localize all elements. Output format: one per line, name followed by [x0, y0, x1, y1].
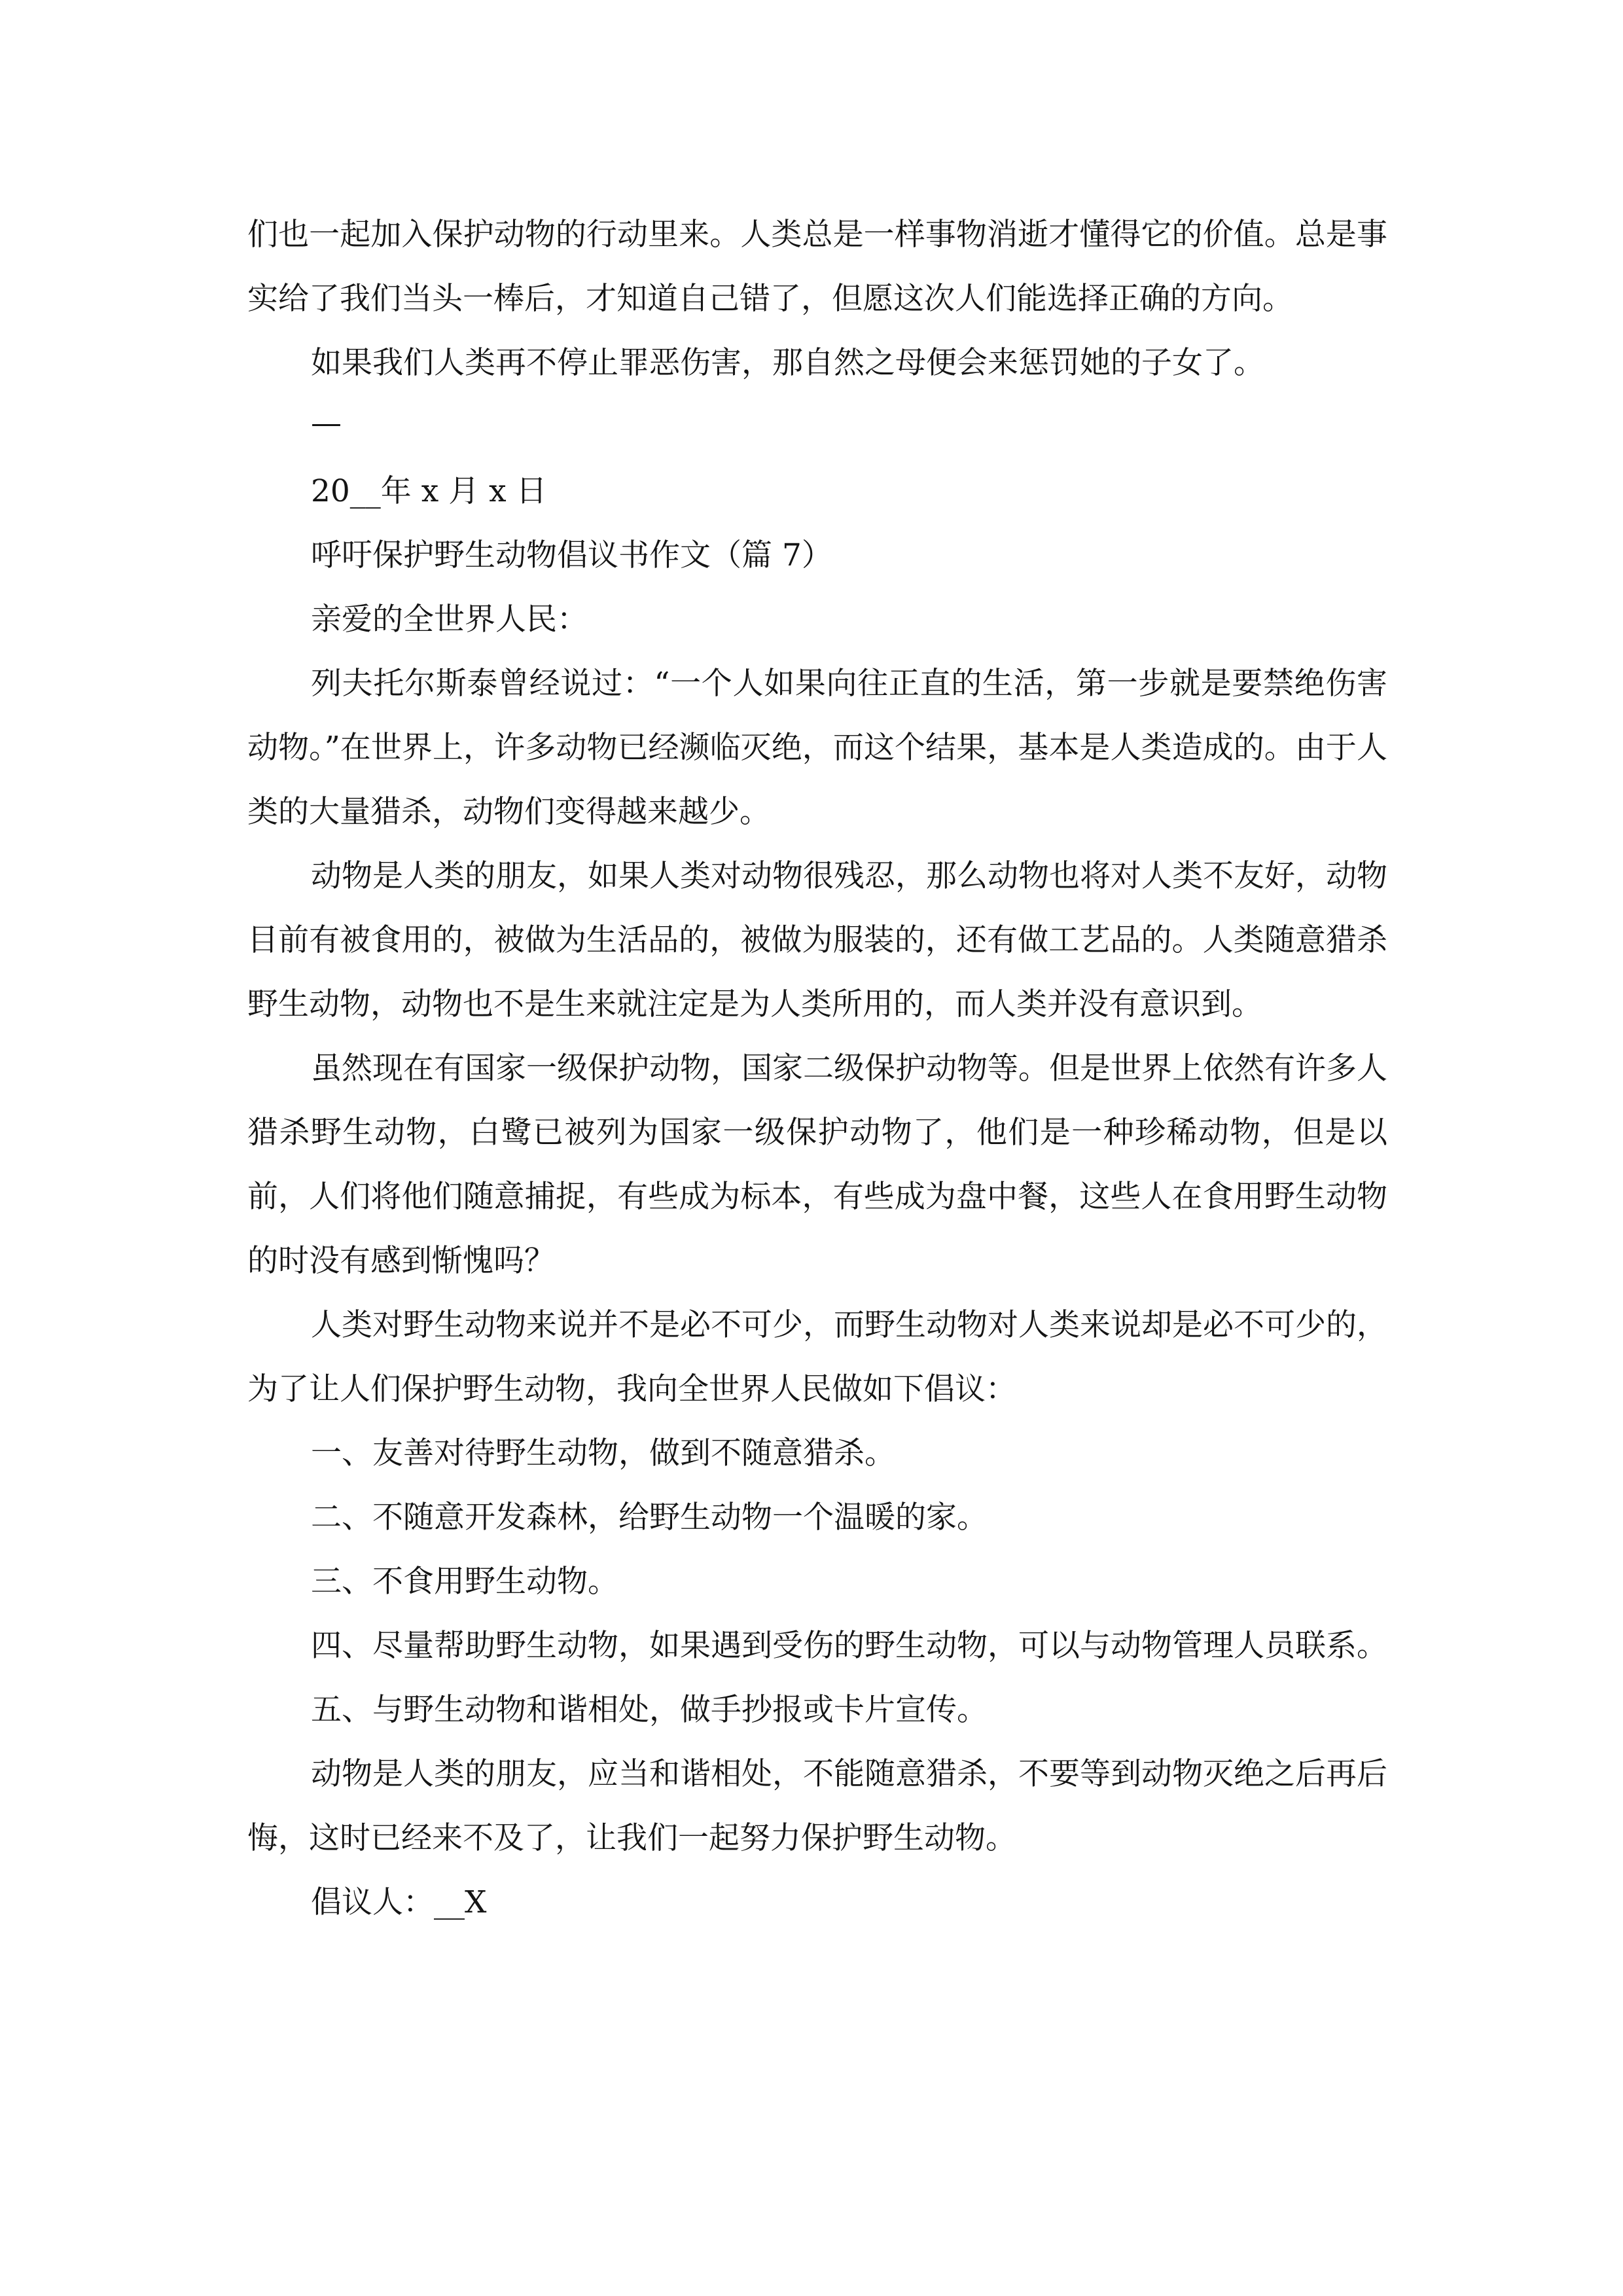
signature-line [247, 1871, 1387, 1935]
signature-label: 倡议人： [311, 1884, 434, 1920]
closing-paragraph: 如果我们人类再不停止罪恶伤害，那自然之母便会来惩罚她的子女了。 [311, 345, 1264, 381]
signature-dash: — [311, 405, 342, 441]
body-paragraph: 动物是人类的朋友，如果人类对动物很残忍，那么动物也将对人类不友好，动物目前有被食用的，被做为生活品的，被做为服装的，还有做工艺品的。人类随意猎杀野生动物，动物也不是生来就注定是为人类所用的，而人类并没有意识到。 [247, 858, 1387, 1022]
proposal-item: 二、不随意开发森林，给野生动物一个温暖的家。 [311, 1499, 988, 1535]
body-paragraph: 列夫托尔斯泰曾经说过：“一个人如果向往正直的生活，第一步就是要禁绝伤害动物。”在世界上，许多动物已经濒临灭绝，而这个结果，基本是人类造成的。由于人类的大量猎杀，动物们变得越来越少。 [247, 666, 1387, 830]
body-paragraph: 虽然现在有国家一级保护动物，国家二级保护动物等。但是世界上依然有许多人猎杀野生动物，白鹭已被列为国家一级保护动物了，他们是一种珍稀动物，但是以前，人们将他们随意捕捉，有些成为标本，有些成为盘中餐，这些人在食用野生动物的时没有感到惭愧吗？ [247, 1050, 1387, 1279]
document-page [247, 203, 1387, 1935]
signature-value: __X [434, 1884, 487, 1920]
conclusion-paragraph: 动物是人类的朋友，应当和谐相处，不能随意猎杀，不要等到动物灭绝之后再后悔，这时已经来不及了，让我们一起努力保护野生动物。 [247, 1756, 1387, 1856]
proposal-item: 五、与野生动物和谐相处，做手抄报或卡片宣传。 [311, 1692, 988, 1728]
signature-dash-line [247, 395, 1387, 459]
salutation: 亲爱的全世界人民： [311, 601, 588, 637]
body-paragraph: 人类对野生动物来说并不是必不可少，而野生动物对人类来说却是必不可少的，为了让人们保护野生动物，我向全世界人民做如下倡议： [247, 1307, 1387, 1407]
proposal-item: 一、友善对待野生动物，做到不随意猎杀。 [311, 1435, 895, 1471]
document-title: 呼吁保护野生动物倡议书作文（篇 7） [311, 537, 832, 573]
date-line: 20__年 x 月 x 日 [311, 473, 547, 509]
proposal-item: 四、尽量帮助野生动物，如果遇到受伤的野生动物，可以与动物管理人员联系。 [311, 1628, 1387, 1664]
proposal-item: 三、不食用野生动物。 [311, 1564, 618, 1600]
continued-paragraph: 们也一起加入保护动物的行动里来。人类总是一样事物消逝才懂得它的价值。总是事实给了我们当头一棒后，才知道自己错了，但愿这次人们能选择正确的方向。 [247, 217, 1387, 317]
